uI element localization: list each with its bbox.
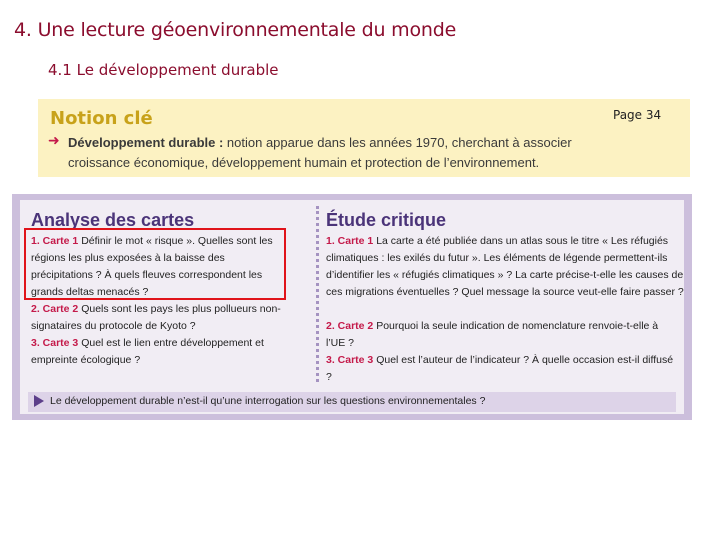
arrow-right-icon: ➜	[48, 133, 60, 149]
etude-item-1	[326, 233, 688, 301]
etude-item-2-text: Pourquoi la seule indication de nomenclature renvoie-t-elle à l’UE ?	[326, 320, 659, 349]
analyse-item-3-text: Quel est le lien entre développement et empreinte écologique ?	[31, 337, 264, 366]
etude-title: Étude critique	[326, 210, 447, 230]
etude-item-2-number: 2. Carte 2	[326, 320, 374, 332]
analyse-item-2-text: Quels sont les pays les plus pollueurs non-signataires du protocole de Kyoto ?	[31, 303, 281, 332]
etude-item-1-number: 1. Carte 1	[326, 235, 374, 247]
notion-title: Notion clé	[50, 108, 153, 129]
synthesis-question-bar	[28, 392, 676, 412]
analyse-item-3	[31, 335, 293, 369]
etude-item-1-text: La carte a été publiée dans un atlas sous le titre « Les réfugiés climatiques : les exilés du futur ». Les éléments de légende permettent-ils d’identifier les « réfugiés climatiques » ? La carte précise-t-elle les causes de ces migrations éventuelles ? Quel message la source veut-elle faire passer ?	[326, 235, 684, 298]
highlight-frame	[24, 228, 286, 300]
column-divider	[316, 206, 319, 382]
etude-item-3	[326, 352, 674, 386]
analyse-item-1-text: Définir le mot « risque ». Quelles sont les régions les plus exposées à la baisse des précipitations ? À quels fleuves correspondent les grands deltas menacés ?	[31, 235, 273, 298]
analyse-title: Analyse des cartes	[31, 210, 195, 230]
analyse-item-2-number: 2. Carte 2	[31, 303, 79, 315]
analyse-item-3-number: 3. Carte 3	[31, 337, 79, 349]
analyse-item-1-number: 1. Carte 1	[31, 235, 79, 247]
page-reference: Page 34	[613, 108, 662, 122]
notion-definition	[68, 133, 628, 173]
analyse-item-2	[31, 301, 293, 335]
notion-term: Développement durable :	[68, 135, 224, 150]
notion-cle-box	[38, 99, 690, 177]
etude-item-2	[326, 318, 674, 352]
etude-item-3-number: 3. Carte 3	[326, 354, 374, 366]
page-title: 4. Une lecture géoenvironnementale du monde	[14, 19, 457, 41]
section-subtitle: 4.1 Le développement durable	[48, 61, 279, 79]
etude-item-3-text: Quel est l’auteur de l’indicateur ? À quelle occasion est-il diffusé ?	[326, 354, 674, 383]
play-arrow-icon	[34, 395, 44, 407]
synthesis-question: Le développement durable n’est-il qu’une interrogation sur les questions environnementales ?	[50, 395, 486, 407]
notion-definition-text: notion apparue dans les années 1970, cherchant à associer croissance économique, développement humain et protection de l’environnement.	[68, 135, 572, 170]
